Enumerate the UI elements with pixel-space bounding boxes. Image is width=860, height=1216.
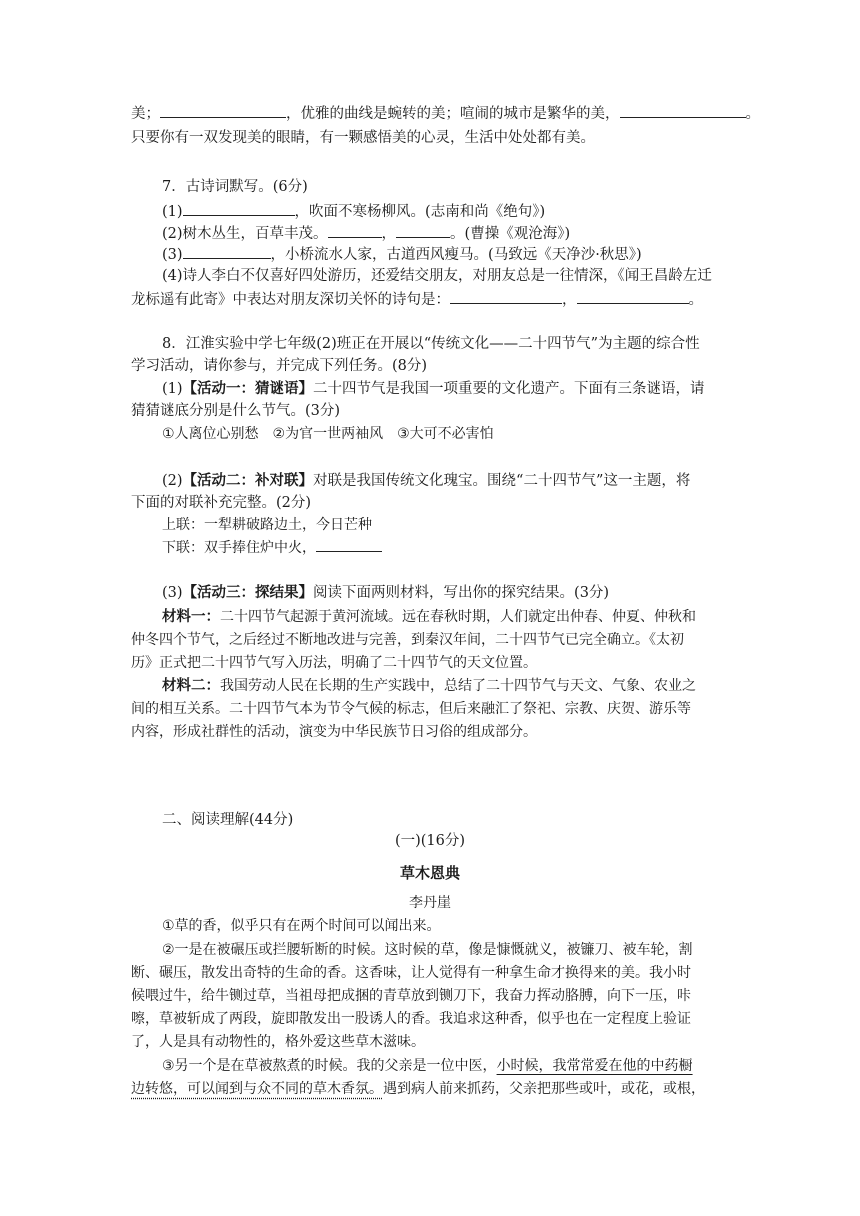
q7-title: 7．古诗词默写。(6分)	[162, 179, 308, 195]
answer-blank[interactable]	[328, 222, 382, 238]
paragraph-2-line-2: 断、碾压，散发出奇特的生命的香。这香味，让人觉得有一种拿生命才换得来的美。我小时	[131, 965, 691, 981]
q8-activity-1-cont: 猜猜谜底分别是什么节气。(3分)	[131, 403, 341, 419]
text: 。	[745, 106, 760, 122]
text: 。	[688, 292, 703, 308]
text: 二十四节气是我国一项重要的文化遗产。下面有三条谜语，请	[313, 381, 705, 397]
answer-blank[interactable]	[620, 102, 746, 118]
answer-blank[interactable]	[577, 288, 689, 304]
text: (3)	[162, 247, 183, 263]
paragraph-1: ①草的香，似乎只有在两个时间可以闻出来。	[162, 918, 441, 934]
material-1-line-2: 仲冬四个节气，之后经过不断地改进与完善，到秦汉年间，二十四节气已完全确立。《太初	[131, 632, 684, 648]
q8-activity-2	[162, 470, 690, 492]
text: 龙标遥有此寄》中表达对朋友深切关怀的诗句是：	[131, 292, 450, 308]
paragraph-2-line-5: 了，人是具有动物性的，格外爱这些草木滋味。	[131, 1034, 425, 1050]
text: 。(曹操《观沧海》)	[450, 226, 571, 242]
activity-tag: 【活动三：探结果】	[182, 585, 314, 601]
text: ③另一个是在草被熬煮的时候。我的父亲是一位中医，	[162, 1058, 497, 1074]
marked-sentence: 边转悠，可以闻到与众不同的草木香氛。	[131, 1081, 383, 1097]
text: (1)	[162, 381, 183, 397]
material-label: 材料一：	[162, 609, 220, 625]
text: 遇到病人前来抓药，父亲把那些或叶，或花，或根，	[383, 1081, 705, 1097]
text: 美；	[131, 106, 160, 122]
activity-tag: 【活动一：猜谜语】	[182, 381, 314, 397]
text: (2)树木丛生，百草丰茂。	[162, 226, 328, 242]
material-label: 材料二：	[162, 678, 220, 694]
answer-blank[interactable]	[160, 102, 286, 118]
intro-line-1	[131, 102, 760, 125]
text: ，优雅的曲线是蜿转的美；喧闹的城市是繁华的美，	[286, 106, 620, 122]
riddles: ①人离位心别愁 ②为官一世两袖风 ③大可不必害怕	[162, 426, 494, 442]
text: 下联：双手捧住炉中火，	[162, 540, 316, 556]
text: 我国劳动人民在长期的生产实践中，总结了二十四节气与天文、气象、农业之	[220, 678, 696, 694]
intro-line-2: 只要你有一双发现美的眼睛，有一颗感悟美的心灵，生活中处处都有美。	[131, 130, 595, 146]
material-1-line-3: 历》正式把二十四节气写入历法，明确了二十四节气的天文位置。	[131, 655, 537, 671]
paragraph-2-line-1: ②一是在被碾压或拦腰斩断的时候。这时候的草，像是慷慨就义，被镰刀、被车轮，割	[162, 942, 693, 958]
q8-title-1: 8．江淮实验中学七年级(2)班正在开展以“传统文化——二十四节气”为主题的综合性	[162, 336, 700, 352]
answer-blank[interactable]	[183, 243, 271, 259]
text: (1)	[162, 204, 183, 220]
couplet-upper: 上联：一犁耕破路边土，今日芒种	[162, 517, 372, 533]
text: ，	[381, 226, 397, 242]
section-heading: 二、阅读理解(44分)	[162, 812, 294, 828]
answer-blank[interactable]	[450, 288, 562, 304]
text: 二十四节气起源于黄河流域。远在春秋时期，人们就定出仲春、仲夏、仲秋和	[220, 609, 696, 625]
text: ，	[562, 292, 577, 308]
answer-blank[interactable]	[316, 536, 382, 552]
article-title: 草木恩典	[399, 864, 460, 882]
text: ，小桥流水人家，古道西风瘦马。(马致远《天净沙·秋思》)	[270, 247, 642, 263]
q8-activity-3	[162, 582, 609, 604]
q7-line-3	[162, 243, 642, 266]
couplet-lower	[162, 536, 382, 559]
q7-line-4: (4)诗人李白不仅喜好四处游历，还爱结交朋友，对朋友总是一往情深，《闻王昌龄左迁	[162, 268, 712, 284]
material-1-line-1	[162, 606, 696, 628]
activity-tag: 【活动二：补对联】	[182, 473, 314, 489]
q7-line-5	[131, 288, 703, 311]
answer-blank[interactable]	[396, 222, 450, 238]
text: 阅读下面两则材料，写出你的探究结果。(3分)	[313, 585, 610, 601]
text: (2)	[162, 473, 183, 489]
q7-line-2	[162, 222, 570, 245]
answer-blank[interactable]	[183, 200, 295, 216]
marked-sentence: 小时候，我常常爱在他的中药橱	[496, 1058, 693, 1074]
q8-activity-1	[162, 378, 705, 400]
text: 对联是我国传统文化瑰宝。围绕“二十四节气”这一主题，将	[313, 473, 691, 489]
paragraph-3-line-1	[162, 1055, 693, 1077]
text: ，吹面不寒杨柳风。(志南和尚《绝句》)	[294, 204, 546, 220]
q8-activity-2-cont: 下面的对联补充完整。(2分)	[131, 495, 312, 511]
material-2-line-3: 内容，形成社群性的活动，演变为中华民族节日习俗的组成部分。	[131, 724, 537, 740]
q8-title-2: 学习活动，请你参与，并完成下列任务。(8分)	[131, 358, 428, 374]
paragraph-3-line-2	[131, 1078, 705, 1100]
q7-line-1	[162, 200, 545, 223]
material-2-line-1	[162, 675, 696, 697]
article-author: 李丹崖	[409, 895, 451, 911]
text: (3)	[162, 585, 183, 601]
material-2-line-2: 间的相互关系。二十四节气本为节令气候的标志，但后来融汇了祭祀、宗教、庆贺、游乐等	[131, 701, 691, 717]
subsection-heading: (一)(16分)	[394, 833, 466, 849]
paragraph-2-line-4: 嚓，草被斩成了两段，旋即散发出一股诱人的香。我追求这种香，似乎也在一定程度上验证	[131, 1011, 691, 1027]
paragraph-2-line-3: 候喂过牛，给牛铡过草，当祖母把成捆的青草放到铡刀下，我奋力挥动胳膊，向下一压，咔	[131, 988, 691, 1004]
